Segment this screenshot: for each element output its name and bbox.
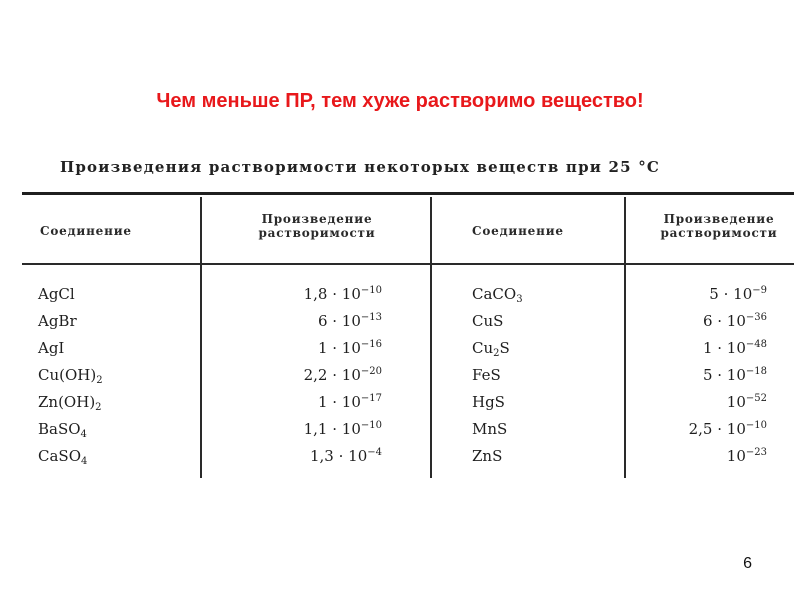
multiply-dot: · xyxy=(327,339,342,357)
exponent: −48 xyxy=(745,339,767,350)
header-compound-left: Соединение xyxy=(40,224,132,238)
header-compound-right: Соединение xyxy=(472,224,564,238)
header-product-left xyxy=(217,212,417,240)
left-compound-formula xyxy=(38,417,87,441)
slide-headline: Чем меньше ПР, тем хуже растворимо вещество! xyxy=(156,90,644,112)
formula-subscript: 3 xyxy=(516,294,523,305)
exponent: −23 xyxy=(745,447,767,458)
column-divider xyxy=(624,197,626,478)
right-compound-formula xyxy=(472,390,505,414)
formula-subscript: 2 xyxy=(95,402,102,413)
mantissa: 6 xyxy=(317,312,328,330)
right-solubility-product xyxy=(727,444,767,468)
right-solubility-product xyxy=(703,336,767,360)
multiply-dot: · xyxy=(718,285,734,303)
left-solubility-product xyxy=(318,390,382,414)
multiply-dot: · xyxy=(327,420,342,438)
multiply-dot: · xyxy=(327,393,342,411)
base-ten: 10 xyxy=(726,393,746,411)
base-ten: 10 xyxy=(726,312,746,330)
exponent: −10 xyxy=(360,420,382,431)
exponent: −18 xyxy=(745,366,767,377)
right-compound-formula xyxy=(472,336,510,360)
formula-text: S xyxy=(499,339,510,357)
right-solubility-product xyxy=(703,363,767,387)
base-ten: 10 xyxy=(341,285,361,303)
header-product-right xyxy=(634,212,800,240)
base-ten: 10 xyxy=(726,339,746,357)
mantissa: 6 xyxy=(702,312,713,330)
left-compound-formula xyxy=(38,363,103,387)
formula-text: AgI xyxy=(38,339,65,357)
right-solubility-product xyxy=(689,417,767,441)
left-compound-formula xyxy=(38,444,87,468)
base-ten: 10 xyxy=(733,285,753,303)
mantissa: 5 xyxy=(709,285,719,303)
left-compound-formula xyxy=(38,282,75,306)
right-compound-formula xyxy=(472,363,501,387)
formula-text: MnS xyxy=(472,420,508,438)
table-top-rule xyxy=(22,192,794,195)
formula-text: HgS xyxy=(472,393,505,411)
left-solubility-product xyxy=(318,336,382,360)
formula-text: CaCO xyxy=(472,285,517,303)
base-ten: 10 xyxy=(348,447,368,465)
exponent: −10 xyxy=(360,285,382,296)
right-solubility-product xyxy=(727,390,767,414)
exponent: −16 xyxy=(360,339,382,350)
exponent: −20 xyxy=(360,366,382,377)
formula-text: AgBr xyxy=(38,312,77,330)
column-divider xyxy=(430,197,432,478)
header-product-line2: растворимости xyxy=(660,226,778,240)
base-ten: 10 xyxy=(341,420,361,438)
multiply-dot: · xyxy=(712,312,727,330)
multiply-dot: · xyxy=(327,312,342,330)
formula-subscript: 2 xyxy=(96,375,103,386)
table-caption: Произведения растворимости некоторых веществ при 25 °С xyxy=(60,158,661,176)
mantissa: 1 xyxy=(702,339,713,357)
formula-text: CaSO xyxy=(38,447,81,465)
solubility-table xyxy=(22,192,794,482)
exponent: −36 xyxy=(745,312,767,323)
exponent: −13 xyxy=(360,312,382,323)
right-compound-formula xyxy=(472,444,502,468)
multiply-dot: · xyxy=(712,420,727,438)
base-ten: 10 xyxy=(341,393,361,411)
base-ten: 10 xyxy=(341,366,361,384)
mantissa: 1 xyxy=(317,339,328,357)
page-number: 6 xyxy=(743,555,752,572)
formula-text: Cu xyxy=(472,339,494,357)
right-compound-formula xyxy=(472,282,523,306)
left-solubility-product xyxy=(304,282,382,306)
left-solubility-product xyxy=(310,444,382,468)
formula-subscript: 4 xyxy=(80,429,87,440)
mantissa: 1,8 xyxy=(303,285,328,303)
base-ten: 10 xyxy=(726,447,746,465)
table-header-rule xyxy=(22,263,794,265)
mantissa: 1 xyxy=(317,393,328,411)
exponent: −10 xyxy=(745,420,767,431)
left-compound-formula xyxy=(38,309,77,333)
multiply-dot: · xyxy=(712,366,727,384)
mantissa: 2,5 xyxy=(688,420,713,438)
mantissa: 1,3 xyxy=(309,447,334,465)
right-solubility-product xyxy=(703,309,767,333)
multiply-dot: · xyxy=(712,339,727,357)
base-ten: 10 xyxy=(726,366,746,384)
multiply-dot: · xyxy=(333,447,349,465)
left-compound-formula xyxy=(38,336,64,360)
left-solubility-product xyxy=(304,417,382,441)
mantissa: 1,1 xyxy=(303,420,328,438)
multiply-dot: · xyxy=(327,366,342,384)
formula-text: CuS xyxy=(472,312,504,330)
left-solubility-product xyxy=(318,309,382,333)
right-compound-formula xyxy=(472,309,503,333)
header-product-line2: растворимости xyxy=(258,226,376,240)
left-solubility-product xyxy=(304,363,382,387)
mantissa: 2,2 xyxy=(303,366,328,384)
base-ten: 10 xyxy=(341,339,361,357)
formula-subscript: 2 xyxy=(493,348,500,359)
formula-text: Cu(OH) xyxy=(38,366,97,384)
exponent: −9 xyxy=(752,285,767,296)
column-divider xyxy=(200,197,202,478)
left-compound-formula xyxy=(38,390,102,414)
base-ten: 10 xyxy=(341,312,361,330)
right-solubility-product xyxy=(709,282,767,306)
header-product-line1: Произведение xyxy=(663,212,775,226)
right-compound-formula xyxy=(472,417,507,441)
formula-text: BaSO xyxy=(38,420,81,438)
base-ten: 10 xyxy=(726,420,746,438)
formula-text: FeS xyxy=(472,366,501,384)
exponent: −4 xyxy=(367,447,382,458)
formula-text: ZnS xyxy=(472,447,503,465)
formula-text: AgCl xyxy=(38,285,75,303)
formula-subscript: 4 xyxy=(81,456,88,467)
exponent: −52 xyxy=(745,393,767,404)
formula-text: Zn(OH) xyxy=(38,393,96,411)
multiply-dot: · xyxy=(327,285,342,303)
header-product-line1: Произведение xyxy=(261,212,373,226)
exponent: −17 xyxy=(360,393,382,404)
mantissa: 5 xyxy=(702,366,713,384)
